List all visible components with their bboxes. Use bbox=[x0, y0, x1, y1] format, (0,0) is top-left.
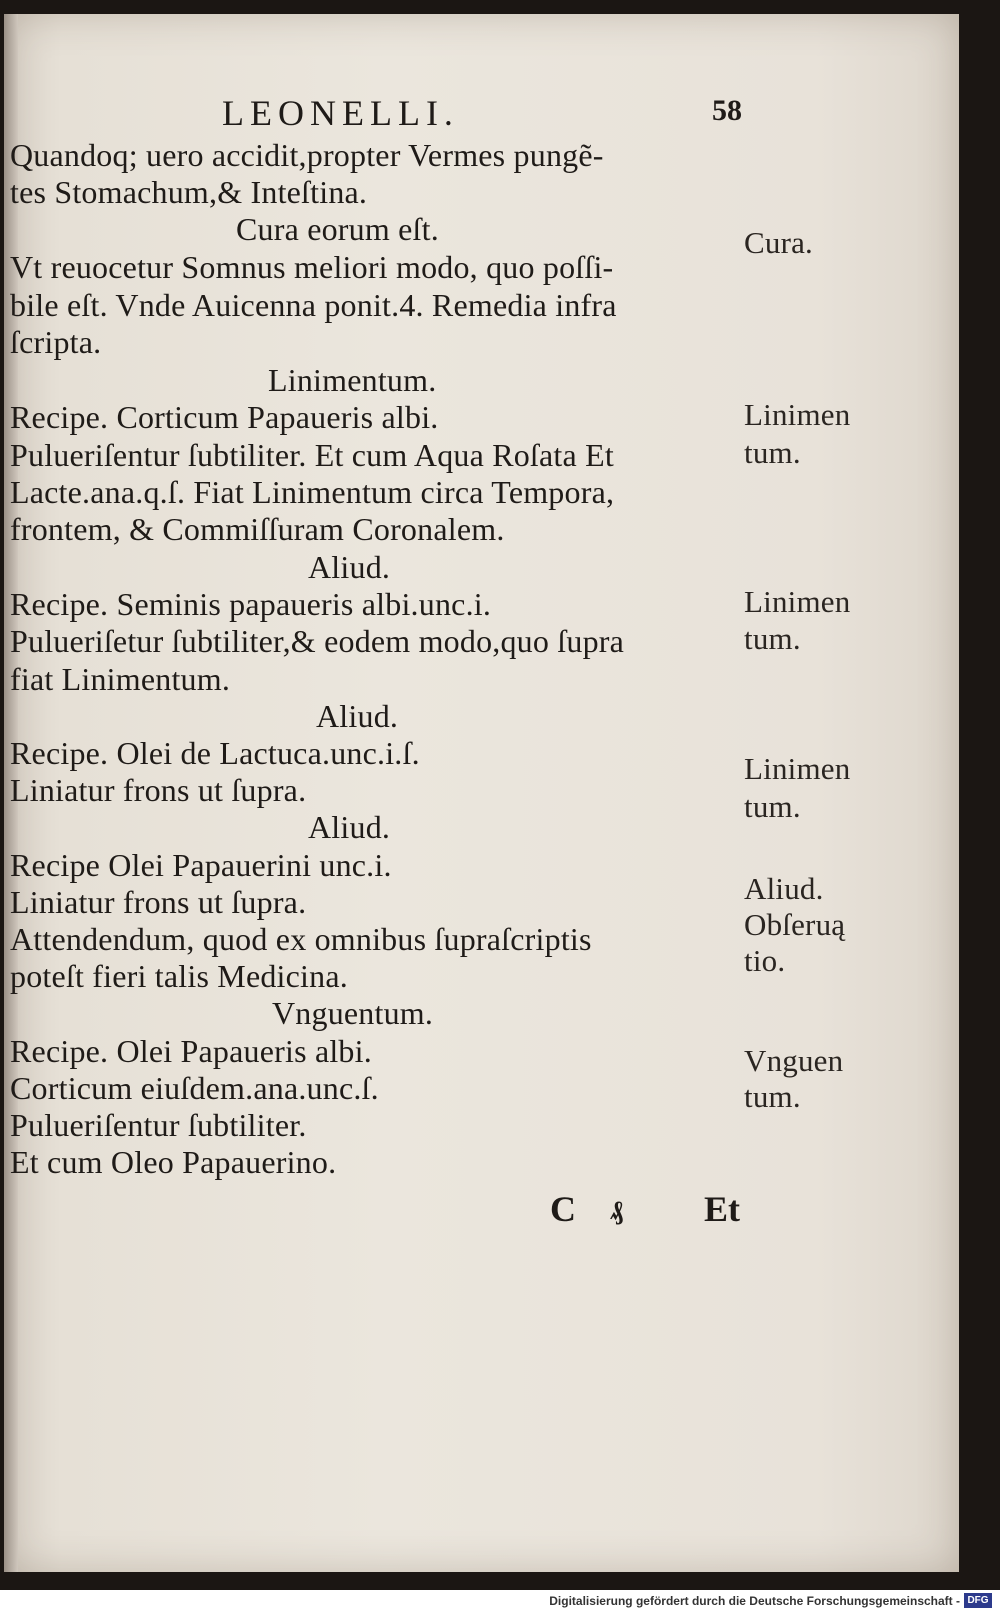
catchword: Et bbox=[704, 1189, 740, 1229]
section-heading: Vnguentum. bbox=[272, 995, 434, 1031]
body-line: Attendendum, quod ex omnibus ſupraſcriptis bbox=[10, 921, 592, 957]
section-heading: Cura eorum eſt. bbox=[236, 211, 439, 247]
section-heading: Aliud. bbox=[308, 549, 391, 585]
margin-note: tum. bbox=[744, 789, 801, 824]
margin-note: Aliud. bbox=[744, 871, 824, 906]
signature-symbol: ₰ bbox=[610, 1196, 623, 1225]
body-line: Et cum Oleo Papauerino. bbox=[10, 1144, 337, 1180]
body-line: Liniatur frons ut ſupra. bbox=[10, 884, 307, 920]
body-line: Quandoq; uero accidit,propter Vermes pungẽ- bbox=[10, 137, 604, 173]
body-line: Recipe. Olei de Lactuca.unc.i.ſ. bbox=[10, 735, 420, 771]
footer-credit: Digitalisierung gefördert durch die Deutsche Forschungsgemeinschaft - bbox=[549, 1594, 960, 1608]
body-line: Recipe. Olei Papaueris albi. bbox=[10, 1033, 372, 1069]
section-heading: Linimentum. bbox=[268, 362, 437, 398]
body-line: Pulueriſentur ſubtiliter. Et cum Aqua Roſata Et bbox=[10, 437, 614, 473]
body-line: poteſt fieri talis Medicina. bbox=[10, 958, 348, 994]
body-line: Lacte.ana.q.ſ. Fiat Linimentum circa Tempora, bbox=[10, 474, 615, 510]
margin-note: Linimen bbox=[744, 584, 851, 619]
body-line: ſcripta. bbox=[10, 324, 102, 360]
margin-note: tum. bbox=[744, 435, 801, 470]
margin-note: Obſeruą bbox=[744, 907, 846, 942]
dfg-logo: DFG bbox=[964, 1593, 992, 1608]
body-line: Liniatur frons ut ſupra. bbox=[10, 772, 307, 808]
signature-mark: C bbox=[550, 1189, 576, 1229]
body-line: fiat Linimentum. bbox=[10, 661, 231, 697]
running-title: LEONELLI. bbox=[222, 93, 459, 133]
body-line: frontem, & Commiſſuram Coronalem. bbox=[10, 511, 505, 547]
body-line: Recipe Olei Papauerini unc.i. bbox=[10, 847, 392, 883]
section-heading: Aliud. bbox=[316, 698, 399, 734]
page-number: 58 bbox=[712, 94, 742, 127]
margin-note: Linimen bbox=[744, 397, 851, 432]
body-line: Recipe. Seminis papaueris albi.unc.i. bbox=[10, 586, 492, 622]
body-line: Corticum eiuſdem.ana.unc.ſ. bbox=[10, 1070, 379, 1106]
margin-note: tum. bbox=[744, 1079, 801, 1114]
footer-bar bbox=[0, 1590, 1000, 1615]
margin-note: Vnguen bbox=[744, 1043, 844, 1078]
body-line: tes Stomachum,& Inteſtina. bbox=[10, 174, 368, 210]
body-line: Pulueriſentur ſubtiliter. bbox=[10, 1107, 307, 1143]
body-line: Recipe. Corticum Papaueris albi. bbox=[10, 399, 439, 435]
body-line: Vt reuocetur Somnus meliori modo, quo poſſi- bbox=[10, 249, 614, 285]
margin-note: tum. bbox=[744, 621, 801, 656]
body-line: bile eſt. Vnde Auicenna ponit.4. Remedia infra bbox=[10, 287, 617, 323]
section-heading: Aliud. bbox=[308, 809, 391, 845]
margin-note: Cura. bbox=[744, 225, 814, 260]
body-line: Pulueriſetur ſubtiliter,& eodem modo,quo ſupra bbox=[10, 623, 625, 659]
margin-note: Linimen bbox=[744, 751, 851, 786]
margin-note: tio. bbox=[744, 943, 786, 978]
